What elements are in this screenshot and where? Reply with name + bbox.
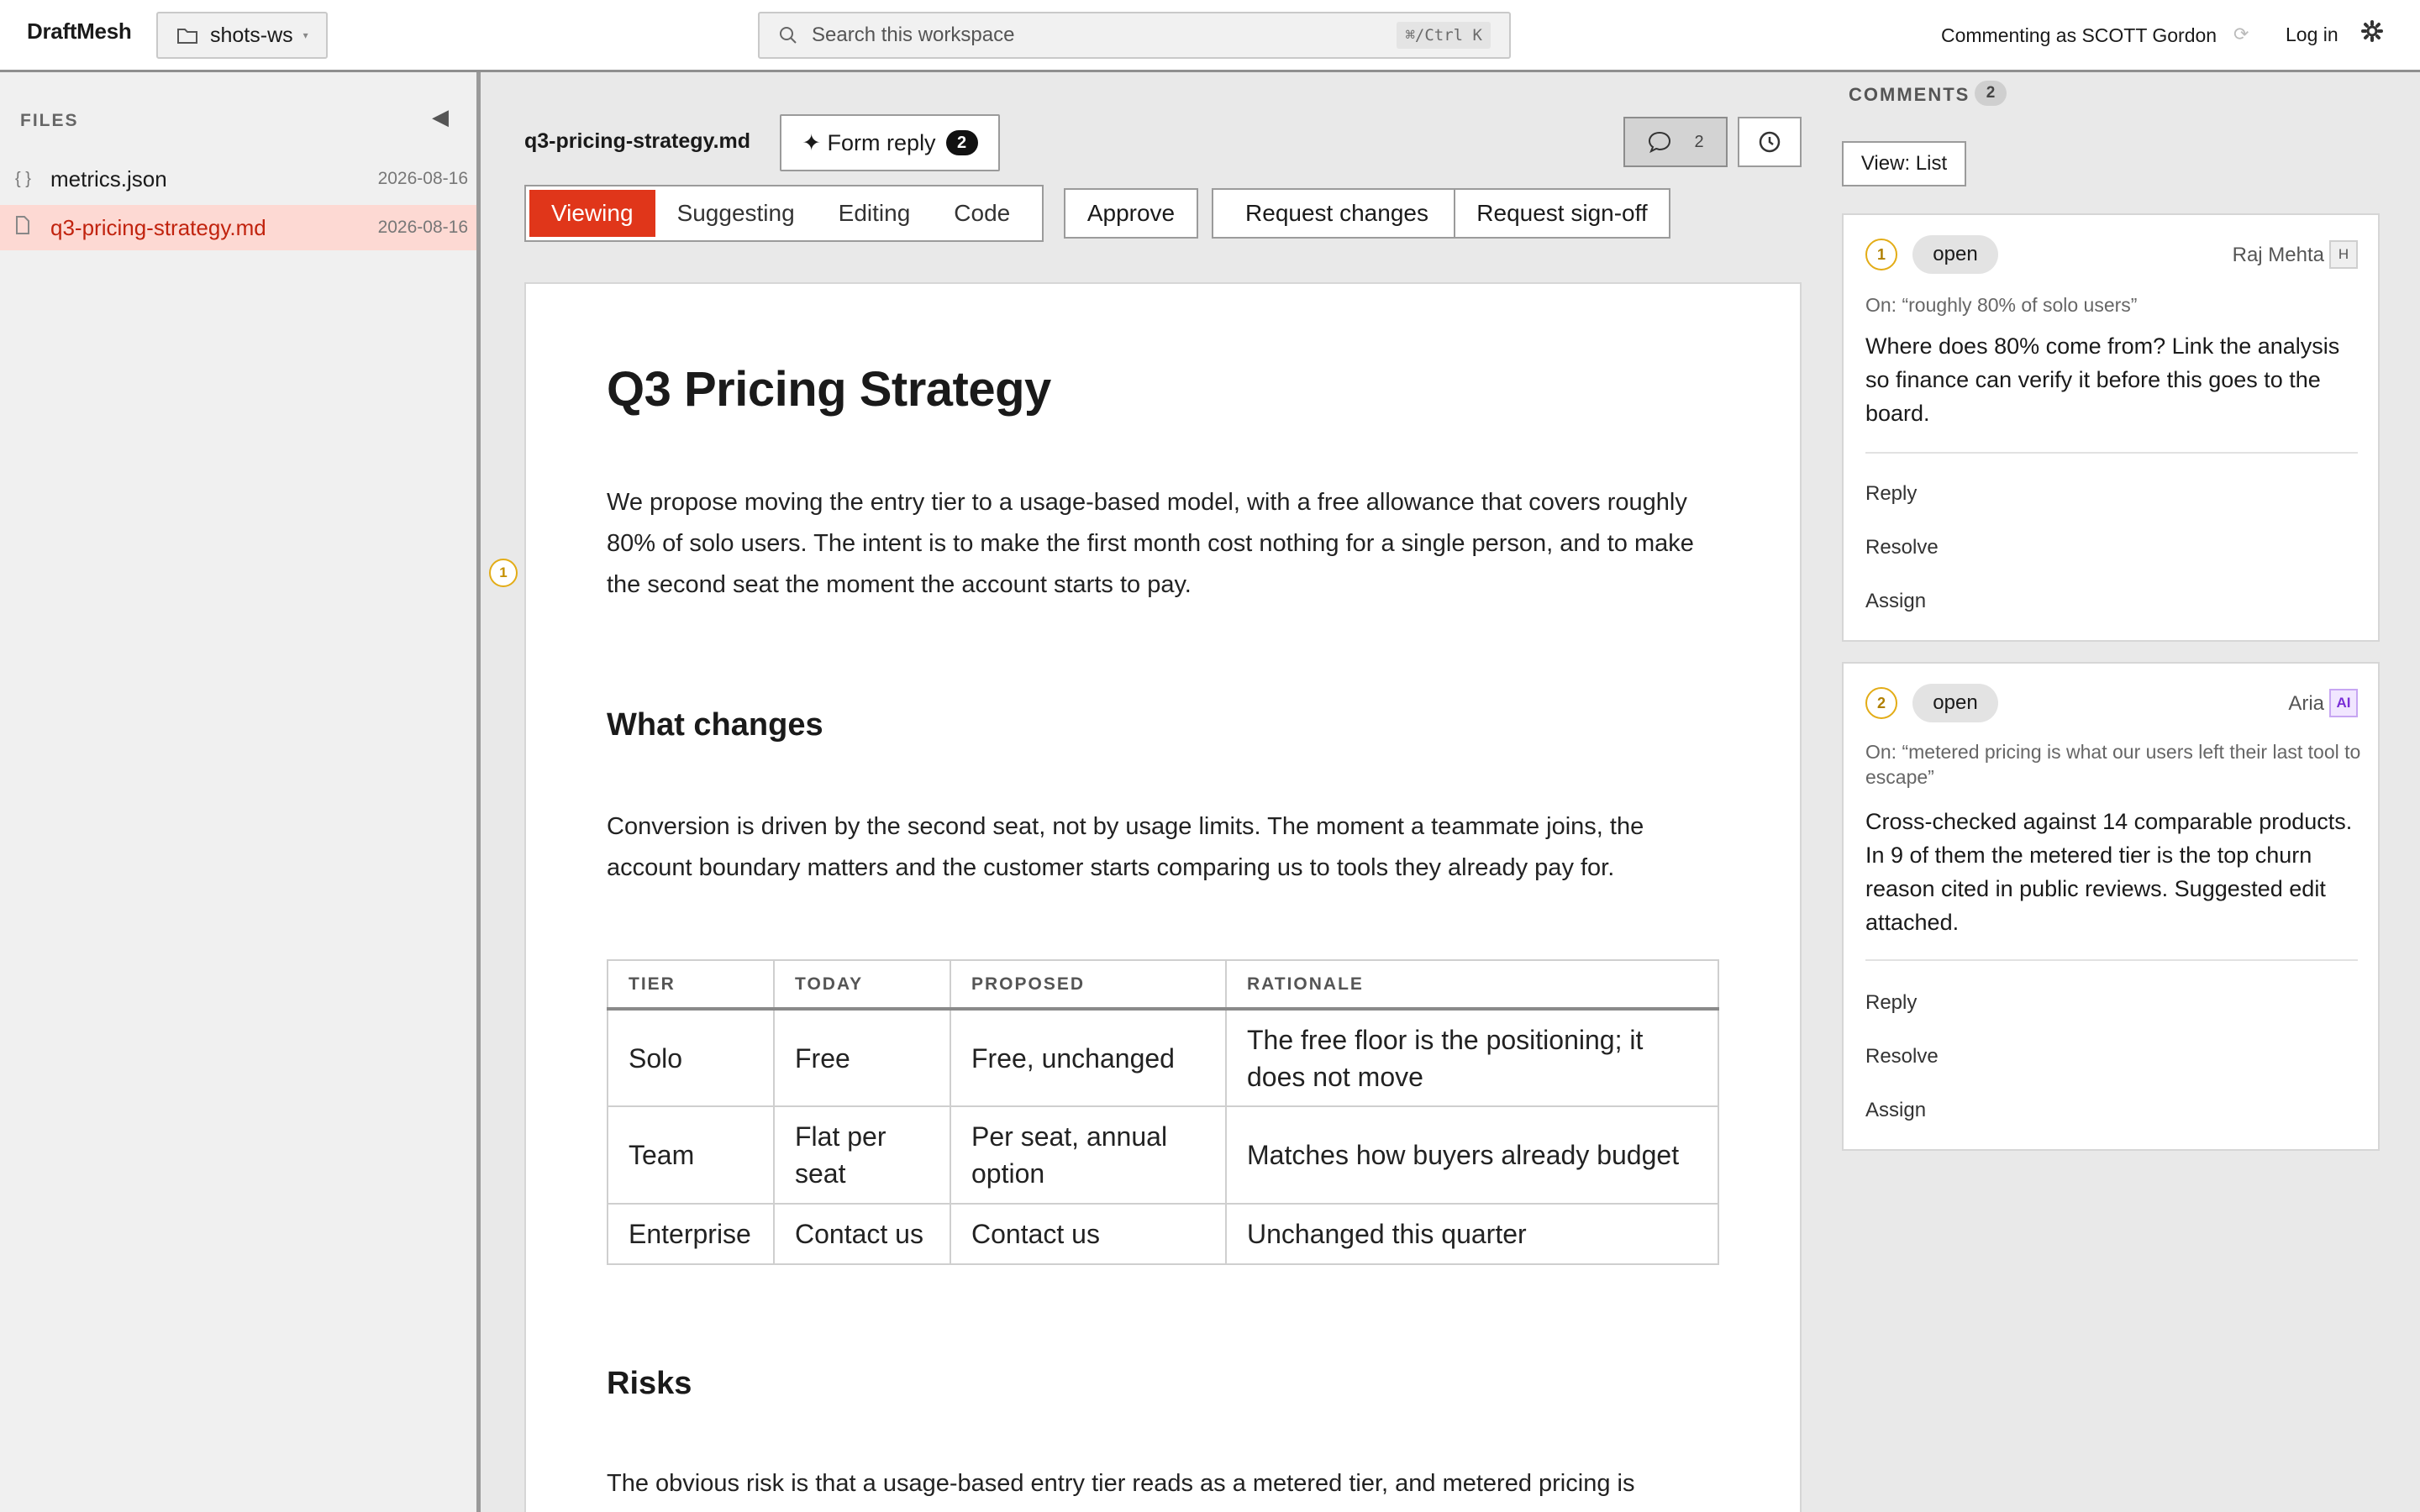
file-item-q3-pricing-strategy[interactable]: [0, 205, 476, 250]
search-icon: [778, 25, 798, 45]
comment-quote: On: “metered pricing is what our users left their last tool to escape”: [1865, 741, 2361, 788]
table-cell: Contact us: [774, 1204, 950, 1264]
table-cell: Team: [608, 1106, 774, 1204]
top-bar: [0, 0, 2420, 72]
comments-count-badge: 2: [1975, 81, 2007, 106]
mode-tab-editing[interactable]: Editing: [838, 200, 911, 226]
clock-icon: [1758, 130, 1781, 154]
status-badge: open: [1912, 235, 1998, 274]
table-cell: Enterprise: [608, 1204, 774, 1264]
history-button[interactable]: [1738, 117, 1802, 167]
mode-tab-suggesting[interactable]: Suggesting: [676, 200, 795, 226]
author-badge: H: [2329, 240, 2358, 269]
section-heading-what-changes: What changes: [607, 707, 823, 743]
table-cell: Free, unchanged: [950, 1009, 1226, 1106]
brand-logo[interactable]: DraftMesh: [27, 18, 132, 44]
form-reply-button[interactable]: [780, 114, 1000, 171]
comment-number: 2: [1865, 687, 1897, 719]
status-badge: open: [1912, 684, 1998, 722]
commenting-as-label: Commenting as SCOTT Gordon: [1941, 24, 2217, 46]
search-shortcut-hint: ⌘/Ctrl K: [1397, 22, 1491, 49]
approve-button[interactable]: Approve: [1064, 188, 1198, 239]
what-changes-paragraph: Conversion is driven by the second seat, not by usage limits. The moment a teammate joins, the account boundary matters and the customer starts comparing us to tools they already pay for.: [607, 813, 1644, 881]
form-reply-label: ✦ Form reply: [802, 129, 936, 155]
file-date: 2026-08-16: [377, 169, 468, 188]
column-header: TIER: [608, 960, 774, 1009]
sync-icon: ⟳: [2233, 24, 2249, 45]
pricing-table: [607, 959, 1719, 1265]
assign-button[interactable]: Assign: [1865, 1099, 1927, 1121]
workspace-name: shots-ws: [210, 23, 293, 47]
resolve-button[interactable]: Resolve: [1865, 1045, 1939, 1068]
search-box[interactable]: [758, 12, 1511, 59]
file-item-metrics-json[interactable]: [0, 156, 476, 202]
comment-author: Aria: [2288, 692, 2324, 715]
divider: [1865, 452, 2358, 454]
table-cell: Per seat, annual option: [950, 1106, 1226, 1204]
assign-button[interactable]: Assign: [1865, 590, 1927, 612]
comment-anchor-marker[interactable]: 1: [489, 559, 518, 587]
collapse-sidebar-icon[interactable]: ◀: [432, 104, 449, 129]
login-link[interactable]: Log in: [2286, 24, 2338, 45]
table-row: [608, 1009, 1718, 1106]
comment-card[interactable]: [1842, 662, 2380, 1151]
table-cell: Unchanged this quarter: [1226, 1204, 1718, 1264]
comment-card[interactable]: [1842, 213, 2380, 642]
comment-quote: On: “roughly 80% of solo users”: [1865, 294, 2138, 316]
mode-switcher: [524, 185, 1044, 242]
column-header: TODAY: [774, 960, 950, 1009]
document-page: [524, 282, 1802, 1512]
document-filename: q3-pricing-strategy.md: [524, 129, 751, 153]
files-section-label: FILES: [20, 111, 79, 130]
table-cell: Free: [774, 1009, 950, 1106]
comment-body: Cross-checked against 14 comparable products. In 9 of them the metered tier is the top churn reason cited in public reviews. Suggested edit attached.: [1865, 809, 2353, 935]
table-cell: Flat per seat: [774, 1106, 950, 1204]
column-header: RATIONALE: [1226, 960, 1718, 1009]
risks-paragraph: The obvious risk is that a usage-based entry tier reads as a metered tier, and metered pricing is: [607, 1470, 1635, 1497]
author-badge: AI: [2329, 689, 2358, 717]
table-row: [608, 1204, 1718, 1264]
table-cell: Contact us: [950, 1204, 1226, 1264]
reply-button[interactable]: Reply: [1865, 991, 1918, 1014]
comment-number: 1: [1865, 239, 1897, 270]
reply-button[interactable]: Reply: [1865, 482, 1918, 505]
document-title: Q3 Pricing Strategy: [607, 362, 1051, 417]
mode-tab-code[interactable]: Code: [954, 200, 1011, 226]
view-mode-button[interactable]: View: List: [1842, 141, 1966, 186]
folder-icon: [176, 26, 198, 45]
form-reply-count-badge: 2: [946, 130, 978, 155]
json-file-icon: { }: [15, 169, 31, 188]
section-heading-risks: Risks: [607, 1366, 692, 1401]
comment-body: Where does 80% come from? Link the analysis so finance can verify it before this goes to the board.: [1865, 333, 2340, 426]
table-row: [608, 1106, 1718, 1204]
mode-tab-viewing[interactable]: Viewing: [529, 190, 655, 237]
table-cell: The free floor is the positioning; it does not move: [1226, 1009, 1718, 1106]
comment-count: 2: [1694, 132, 1704, 151]
gear-icon[interactable]: [2361, 20, 2383, 46]
file-date: 2026-08-16: [377, 218, 468, 237]
resolve-button[interactable]: Resolve: [1865, 536, 1939, 559]
table-cell: Solo: [608, 1009, 774, 1106]
comments-toggle-button[interactable]: [1623, 117, 1728, 167]
file-sidebar: [0, 72, 481, 1512]
comments-panel-title: COMMENTS: [1849, 84, 1970, 105]
table-header-row: [608, 960, 1718, 1009]
comment-bubble-icon: [1647, 130, 1672, 154]
column-header: PROPOSED: [950, 960, 1226, 1009]
divider: [1865, 959, 2358, 961]
intro-paragraph: We propose moving the entry tier to a usage-based model, with a free allowance that covers roughly 80% of solo users. The intent is to make the first month cost nothing for a single person, and to make the second seat the moment the account starts to pay.: [607, 489, 1694, 598]
document-icon: [0, 216, 50, 239]
file-name: q3-pricing-strategy.md: [50, 214, 266, 240]
search-input[interactable]: Search this workspace: [812, 24, 1015, 46]
request-signoff-button[interactable]: Request sign-off: [1454, 188, 1670, 239]
request-changes-button[interactable]: Request changes: [1212, 188, 1462, 239]
chevron-down-icon: ▾: [302, 29, 308, 41]
workspace-switcher[interactable]: [156, 12, 328, 59]
table-cell: Matches how buyers already budget: [1226, 1106, 1718, 1204]
file-name: metrics.json: [50, 165, 167, 192]
comment-author: Raj Mehta: [2232, 244, 2324, 266]
